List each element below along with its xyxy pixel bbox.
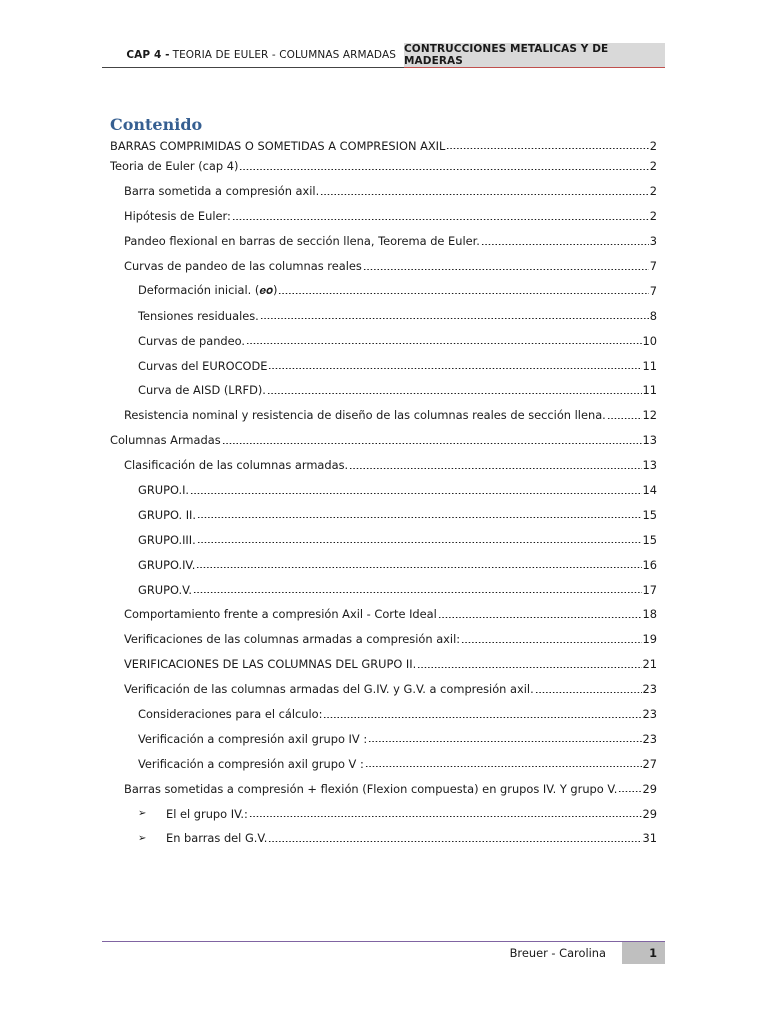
header-course-title: CONTRUCCIONES METALICAS Y DE MADERAS <box>404 43 665 67</box>
toc-entry-page: 7 <box>649 283 657 298</box>
toc-entry[interactable] <box>110 702 657 727</box>
dot-leader <box>481 244 649 245</box>
dot-leader <box>365 766 642 767</box>
toc-entry-page: 7 <box>649 259 657 273</box>
dot-leader <box>363 269 649 270</box>
toc-entry-page: 11 <box>642 358 657 373</box>
toc-entry-page: 21 <box>642 657 657 672</box>
dot-leader <box>267 393 642 394</box>
toc-entry[interactable] <box>110 154 657 179</box>
toc-entry-text: En barras del G.V. <box>166 831 268 846</box>
toc-entry-page: 27 <box>642 756 657 771</box>
toc-entry-page: 18 <box>642 607 657 622</box>
toc-entry-text: GRUPO. II. <box>138 507 197 522</box>
toc-entry-page: 23 <box>642 682 657 697</box>
toc-entry[interactable] <box>110 652 657 677</box>
dot-leader <box>190 493 641 494</box>
header-divider <box>102 67 665 68</box>
toc-entry[interactable] <box>110 751 657 776</box>
dot-leader <box>232 219 649 220</box>
toc-entry-page: 19 <box>642 632 657 647</box>
toc-entry-page: 2 <box>649 138 657 153</box>
toc-entry-text: Verificación a compresión axil grupo V : <box>138 756 364 771</box>
toc-entry[interactable] <box>110 502 657 527</box>
toc-entry-page: 12 <box>642 408 657 423</box>
arrow-bullet-icon: ➢ <box>138 808 147 820</box>
toc-entry-text: Tensiones residuales. <box>138 308 259 323</box>
toc-entry-text: Pandeo flexional en barras de sección llena, Teorema de Euler. <box>124 234 480 249</box>
toc-entry[interactable] <box>110 303 657 328</box>
toc-entry-text: GRUPO.III. <box>138 532 196 547</box>
toc-entry-page: 23 <box>642 731 657 746</box>
toc-entry-text: Verificaciones de las columnas armadas a compresión axil: <box>124 632 461 647</box>
dot-leader <box>197 517 641 518</box>
toc-entry-text: Barra sometida a compresión axil. <box>124 184 320 199</box>
dot-leader <box>446 148 648 149</box>
dot-leader <box>268 841 641 842</box>
toc-entry[interactable] <box>110 378 657 403</box>
toc-entry-page: 29 <box>642 806 657 821</box>
toc-entry-page: 2 <box>649 184 657 199</box>
dot-leader <box>368 741 641 742</box>
toc-entry-text: Comportamiento frente a compresión Axil - Corte Ideal <box>124 607 437 622</box>
toc-entry[interactable] <box>110 428 657 453</box>
toc-entry-text: Barras sometidas a compresión + flexión (Flexion compuesta) en grupos IV. Y grupo V. <box>124 781 618 796</box>
dot-leader <box>417 667 641 668</box>
toc-entry-text: Curvas de pandeo. <box>138 333 246 348</box>
toc-entry-text: Consideraciones para el cálculo: <box>138 707 323 722</box>
toc-entry[interactable] <box>110 403 657 428</box>
header-chapter <box>102 43 404 67</box>
toc-entry-text: Hipótesis de Euler: <box>124 209 231 224</box>
dot-leader <box>197 542 642 543</box>
toc-entry[interactable] <box>110 278 657 303</box>
toc-entry[interactable] <box>110 204 657 229</box>
dot-leader <box>193 592 641 593</box>
toc-entry-page: 15 <box>642 532 657 547</box>
dot-leader <box>239 169 648 170</box>
dot-leader <box>323 717 641 718</box>
toc-entry-page: 10 <box>642 333 657 348</box>
toc-entry-text: Curvas del EUROCODE <box>138 358 268 373</box>
toc-entry-page: 29 <box>642 781 657 796</box>
toc-entry[interactable] <box>110 229 657 254</box>
toc-entry-text: Resistencia nominal y resistencia de diseño de las columnas reales de sección llena. <box>124 408 606 423</box>
toc-title: Contenido <box>110 115 203 134</box>
toc-entry-page: 17 <box>642 582 657 597</box>
dot-leader <box>246 343 641 344</box>
toc-entry[interactable] <box>110 254 657 279</box>
toc-entry-page: 11 <box>642 383 657 398</box>
toc-entry-text: BARRAS COMPRIMIDAS O SOMETIDAS A COMPRESION AXIL <box>110 138 446 153</box>
toc-entry-page: 13 <box>642 433 657 448</box>
toc-entry-text: Columnas Armadas <box>110 433 221 448</box>
dot-leader <box>222 443 642 444</box>
toc-entry-page: 8 <box>649 308 657 323</box>
header-chapter-prefix: CAP 4 - <box>126 49 170 61</box>
arrow-bullet-icon: ➢ <box>138 832 147 844</box>
toc-entry[interactable] <box>110 726 657 751</box>
toc-entry-page: 14 <box>642 483 657 498</box>
toc-entry-text: VERIFICACIONES DE LAS COLUMNAS DEL GRUPO II. <box>124 657 417 672</box>
toc-entry[interactable] <box>110 602 657 627</box>
dot-leader <box>461 642 641 643</box>
toc-entry-text: GRUPO.IV. <box>138 557 196 572</box>
toc-entry[interactable] <box>110 577 657 602</box>
footer-author: Breuer - Carolina <box>509 946 606 960</box>
toc-entry-text: GRUPO.V. <box>138 582 193 597</box>
page-header <box>102 43 665 67</box>
toc-entry-page: 15 <box>642 507 657 522</box>
dot-leader <box>260 318 649 319</box>
toc-entry-page: 31 <box>642 831 657 846</box>
toc-entry[interactable] <box>110 776 657 801</box>
toc-entry[interactable] <box>110 801 657 826</box>
toc-entry-text: Verificación de las columnas armadas del G.IV. y G.V. a compresión axil. <box>124 682 534 697</box>
toc-entry[interactable] <box>110 478 657 503</box>
dot-leader <box>320 194 649 195</box>
toc-entry-page: 16 <box>642 557 657 572</box>
dot-leader <box>196 567 641 568</box>
dot-leader <box>438 617 642 618</box>
toc-entry-text: Teoria de Euler (cap 4) <box>110 159 239 174</box>
toc-entry-text: Deformación inicial. (𝒆𝒐) <box>138 283 278 298</box>
dot-leader <box>349 468 641 469</box>
dot-leader <box>535 692 642 693</box>
toc-entry-page: 3 <box>649 234 657 249</box>
toc-entry-page: 2 <box>649 159 657 174</box>
header-chapter-title: TEORIA DE EULER - COLUMNAS ARMADAS <box>172 49 396 61</box>
toc-entry-text: El el grupo IV.: <box>166 806 248 821</box>
dot-leader <box>249 816 642 817</box>
toc-entry[interactable] <box>110 353 657 378</box>
toc-entry-page: 23 <box>642 707 657 722</box>
toc-entry[interactable] <box>110 137 657 154</box>
toc-entry[interactable] <box>110 179 657 204</box>
toc-entry[interactable] <box>110 826 657 851</box>
toc-entry-page: 13 <box>642 458 657 473</box>
toc-entry-text: Curva de AISD (LRFD). <box>138 383 266 398</box>
toc-entry[interactable] <box>110 527 657 552</box>
toc-entry-text: Clasificación de las columnas armadas. <box>124 458 349 473</box>
dot-leader <box>618 791 641 792</box>
footer-page-number: 1 <box>622 942 665 964</box>
toc-entry[interactable] <box>110 552 657 577</box>
dot-leader <box>607 418 642 419</box>
dot-leader <box>268 368 641 369</box>
toc-entry-text: Curvas de pandeo de las columnas reales <box>124 259 362 273</box>
table-of-contents <box>110 137 657 851</box>
toc-entry[interactable] <box>110 328 657 353</box>
dot-leader <box>278 293 648 294</box>
toc-entry-page: 2 <box>649 209 657 224</box>
toc-entry-text: GRUPO.I. <box>138 483 190 498</box>
toc-entry-text: Verificación a compresión axil grupo IV : <box>138 731 368 746</box>
toc-entry[interactable] <box>110 627 657 652</box>
toc-entry[interactable] <box>110 677 657 702</box>
toc-entry[interactable] <box>110 453 657 478</box>
